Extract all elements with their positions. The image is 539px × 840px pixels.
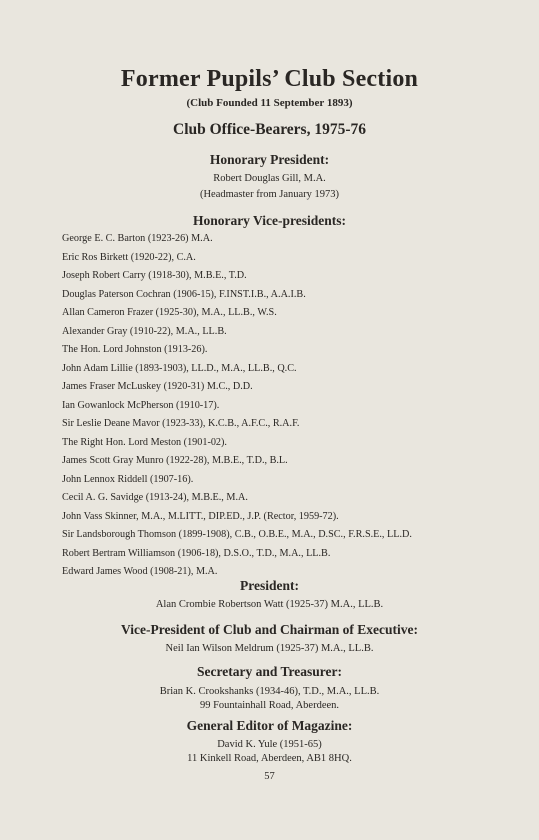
- list-item: Ian Gowanlock McPherson (1910-17).: [62, 399, 220, 411]
- list-item: Allan Cameron Frazer (1925-30), M.A., LL.B., W.S.: [62, 307, 277, 318]
- editor-address: 11 Kinkell Road, Aberdeen, AB1 8HQ.: [187, 753, 352, 764]
- list-item: John Lennox Riddell (1907-16).: [62, 473, 194, 485]
- list-item: Robert Bertram Williamson (1906-18), D.S.O., T.D., M.A., LL.B.: [62, 547, 331, 559]
- honorary-president-heading: Honorary President:: [209, 152, 330, 167]
- list-item: Eric Ros Birkett (1920-22), C.A.: [62, 251, 196, 263]
- list-item: John Adam Lillie (1893-1903), LL.D., M.A., LL.B., Q.C.: [62, 362, 297, 374]
- page-title: Former Pupils’ Club Section: [120, 66, 419, 92]
- page-number: 57: [264, 771, 275, 782]
- list-item: Cecil A. G. Savidge (1913-24), M.B.E., M.A.: [62, 492, 248, 503]
- vice-presidents-list: [62, 232, 412, 584]
- list-item: The Right Hon. Lord Meston (1901-02).: [62, 436, 227, 448]
- honorary-vice-presidents-heading: Honorary Vice-presidents:: [192, 213, 347, 228]
- vice-president-name: Neil Ian Wilson Meldrum (1925-37) M.A., LL.B.: [165, 643, 374, 654]
- secretary-heading: Secretary and Treasurer:: [197, 664, 342, 679]
- honorary-president-note: (Headmaster from January 1973): [199, 189, 340, 200]
- president-name: Alan Crombie Robertson Watt (1925-37) M.A., LL.B.: [155, 599, 384, 610]
- editor-name: David K. Yule (1951-65): [217, 739, 322, 750]
- list-item: The Hon. Lord Johnston (1913-26).: [62, 344, 208, 355]
- editor-heading: General Editor of Magazine:: [186, 718, 353, 733]
- list-item: John Vass Skinner, M.A., M.LITT., DIP.ED., J.P. (Rector, 1959-72).: [62, 510, 339, 522]
- secretary-address: 99 Fountainhall Road, Aberdeen.: [199, 700, 340, 711]
- founded-note: (Club Founded 11 September 1893): [186, 97, 353, 109]
- list-item: James Scott Gray Munro (1922-28), M.B.E., T.D., B.L.: [62, 455, 288, 466]
- list-item: Douglas Paterson Cochran (1906-15), F.INST.I.B., A.A.I.B.: [62, 288, 306, 300]
- list-item: Alexander Gray (1910-22), M.A., LL.B.: [62, 325, 227, 337]
- honorary-president-name: Robert Douglas Gill, M.A.: [213, 173, 326, 184]
- list-item: Sir Landsborough Thomson (1899-1908), C.B., O.B.E., M.A., D.SC., F.R.S.E., LL.D.: [62, 529, 412, 540]
- list-item: Sir Leslie Deane Mavor (1923-33), K.C.B., A.F.C., R.A.F.: [62, 418, 300, 429]
- office-bearers-heading: Club Office-Bearers, 1975-76: [173, 121, 366, 138]
- list-item: James Fraser McLuskey (1920-31) M.C., D.D.: [62, 381, 253, 392]
- list-item: Edward James Wood (1908-21), M.A.: [62, 566, 218, 577]
- secretary-name: Brian K. Crookshanks (1934-46), T.D., M.A., LL.B.: [159, 686, 380, 697]
- president-heading: President:: [240, 578, 299, 593]
- list-item: George E. C. Barton (1923-26) M.A.: [62, 233, 213, 244]
- vice-president-heading: Vice-President of Club and Chairman of Executive:: [121, 622, 418, 637]
- list-item: Joseph Robert Carry (1918-30), M.B.E., T.D.: [62, 270, 247, 281]
